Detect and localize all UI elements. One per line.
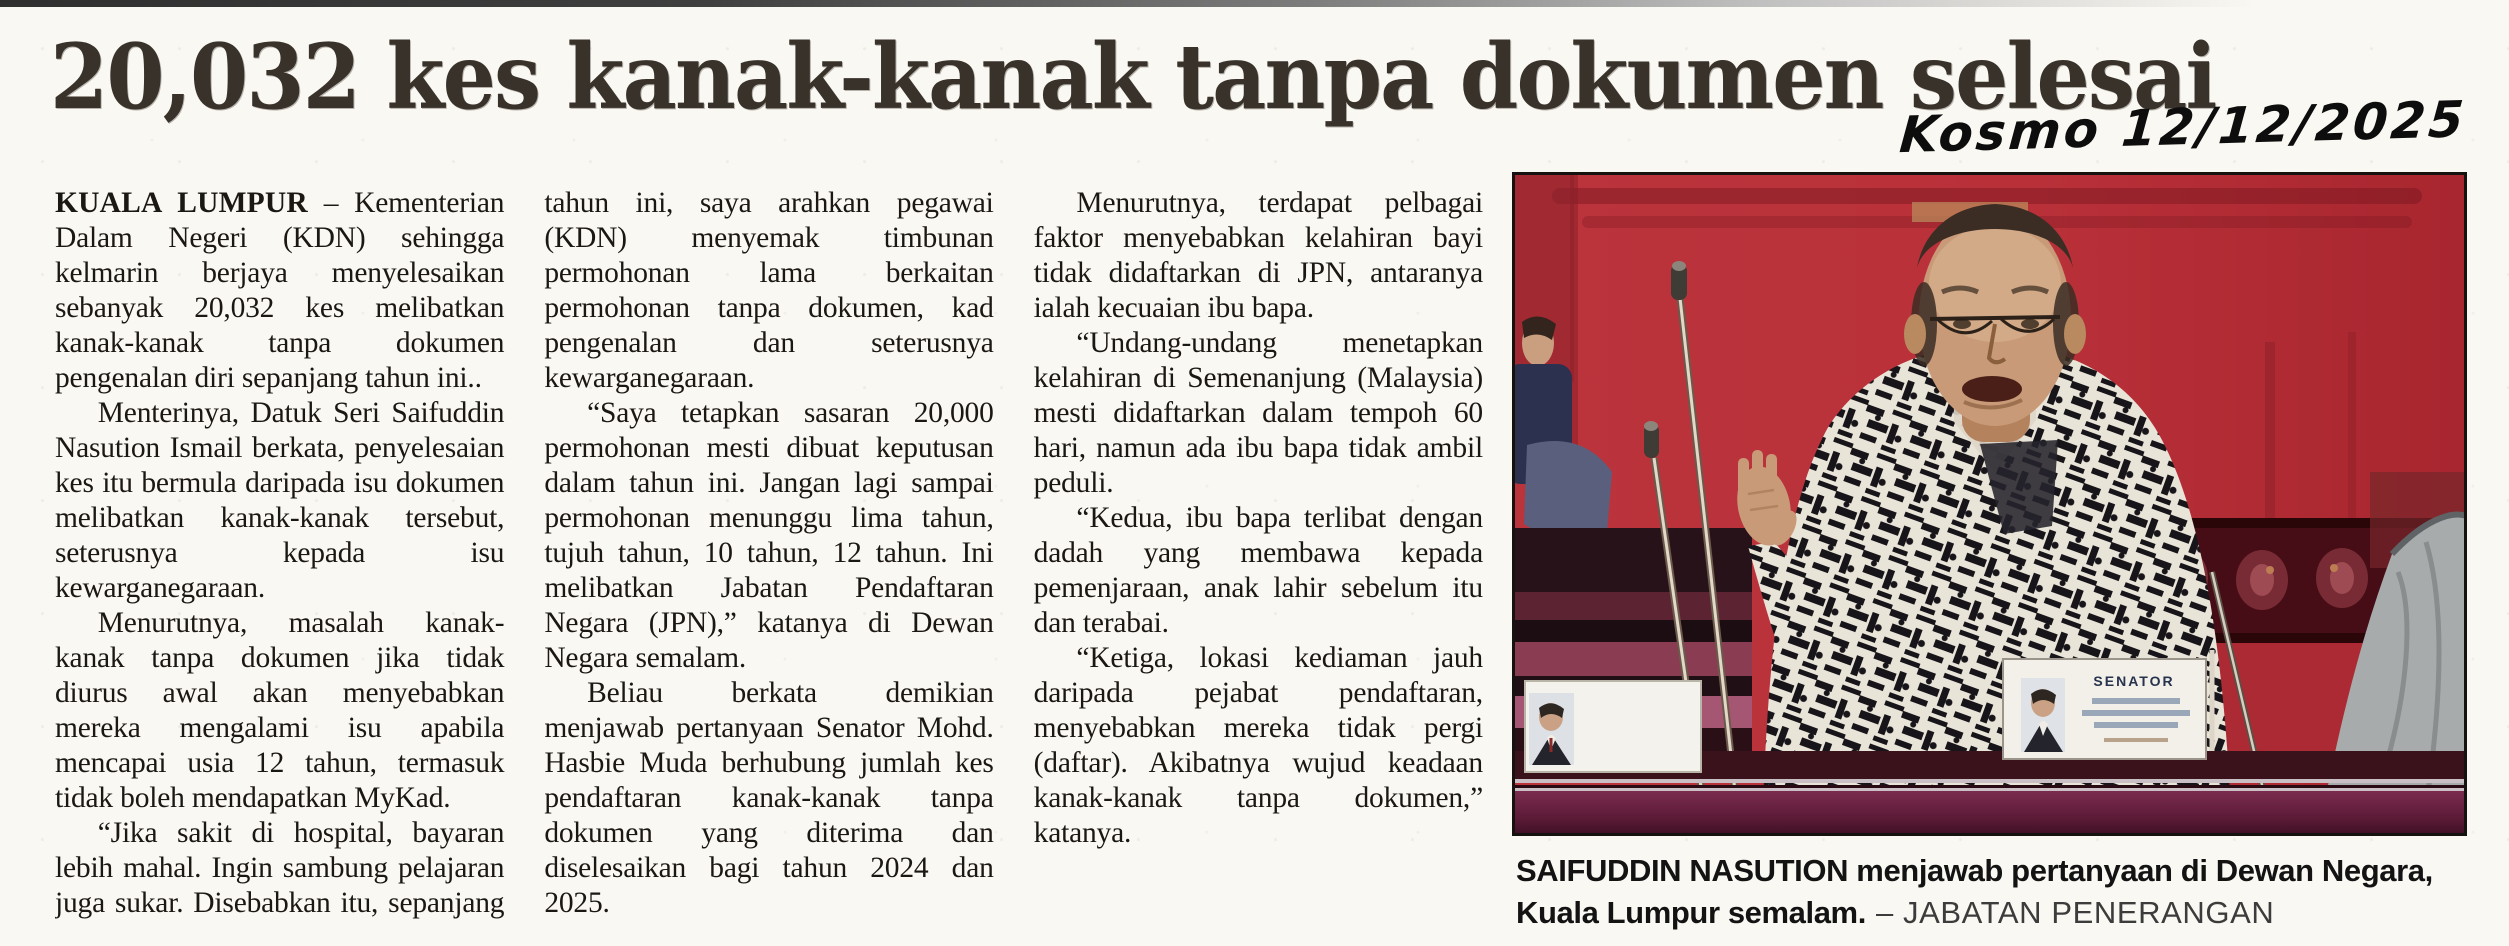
side-placard [1525, 681, 1701, 772]
paragraph: Menurutnya, masalah kanak-kanak tanpa dokumen jika tidak diurus awal akan menyebabkan mereka mengalami isu apabila mencapai usia 12 tahun, termasuk tidak boleh mendapatkan MyKad. [55, 607, 505, 814]
paragraph: “Undang-undang menetapkan kelahiran di Semenanjung (Malaysia) mesti didaftarkan dalam tempoh 60 hari, namun ada ibu bapa tidak ambil peduli. [1033, 327, 1483, 499]
handwritten-date-annotation: Kosmo 12/12/2025 [1897, 90, 2469, 165]
scan-edge [0, 0, 2509, 7]
senator-placard [2003, 659, 2206, 759]
paragraph: “Jika sakit di hospital, bayaran lebih mahal. Ingin sambung pelajaran juga sukar. Disebabkan itu, sepanjang tahun ini, saya arahkan pegawai (KDN) menyemak timbunan permohonan lama berkaitan permohonan tanpa dokumen, kad pengenalan dan seterusnya kewarganegaraan. [55, 187, 994, 919]
paragraph: Menterinya, Datuk Seri Saifuddin Nasution Ismail berkata, penyelesaian kes itu bermula daripada isu dokumen melibatkan kanak-kanak tersebut, seterusnya kepada isu kewarganegaraan. [55, 397, 505, 604]
article-body [55, 186, 1483, 942]
paragraph: “Ketiga, lokasi kediaman jauh daripada pejabat pendaftaran, menyebabkan mereka tidak pergi (daftar). Akibatnya wujud keadaan kanak-kanak tanpa dokumen,” katanya. [1033, 642, 1483, 849]
paragraph: “Kedua, ibu bapa terlibat dengan dadah yang membawa kepada pemenjaraan, anak lahir sebelum itu dan terabai. [1033, 502, 1483, 639]
paragraph: Beliau berkata demikian menjawab pertanyaan Senator Mohd. Hasbie Muda berhubung jumlah kes pendaftaran kanak-kanak tanpa dokumen yang diterima dan diselesaikan bagi tahun 2024 dan 2025. [544, 677, 994, 919]
paragraph: KUALA LUMPUR – Kementerian Dalam Negeri (KDN) sehingga kelmarin berjaya menyelesaikan sebanyak 20,032 kes melibatkan kanak-kanak tanpa dokumen pengenalan diri sepanjang tahun ini.. [55, 187, 505, 394]
paragraph: Menurutnya, terdapat pelbagai faktor menyebabkan kelahiran bayi tidak didaftarkan di JPN, antaranya ialah kecuaian ibu bapa. [1033, 187, 1483, 324]
photo-caption [1516, 850, 2494, 934]
wall-smear-top [1552, 188, 2422, 204]
dateline: KUALA LUMPUR [55, 187, 308, 219]
paragraph: “Saya tetapkan sasaran 20,000 permohonan mesti dibuat keputusan dalam tahun ini. Jangan lagi sampai permohonan menunggu lima tahun, tujuh tahun, 10 tahun, 12 tahun. Ini melibatkan Jabatan Pendaftaran Negara (JPN),” katanya di Dewan Negara semalam. [544, 397, 994, 674]
placard-title: SENATOR [2093, 673, 2175, 689]
headline: 20,032 kes kanak-kanak tanpa dokumen selesai [50, 24, 2216, 130]
caption-text: SAIFUDDIN NASUTION menjawab pertanyaan di Dewan Negara, Kuala Lumpur semalam. [1516, 853, 2433, 930]
news-photo-illustration [1512, 172, 2467, 836]
caption-credit: – JABATAN PENERANGAN [1875, 895, 2275, 930]
news-photo [1512, 172, 2467, 836]
